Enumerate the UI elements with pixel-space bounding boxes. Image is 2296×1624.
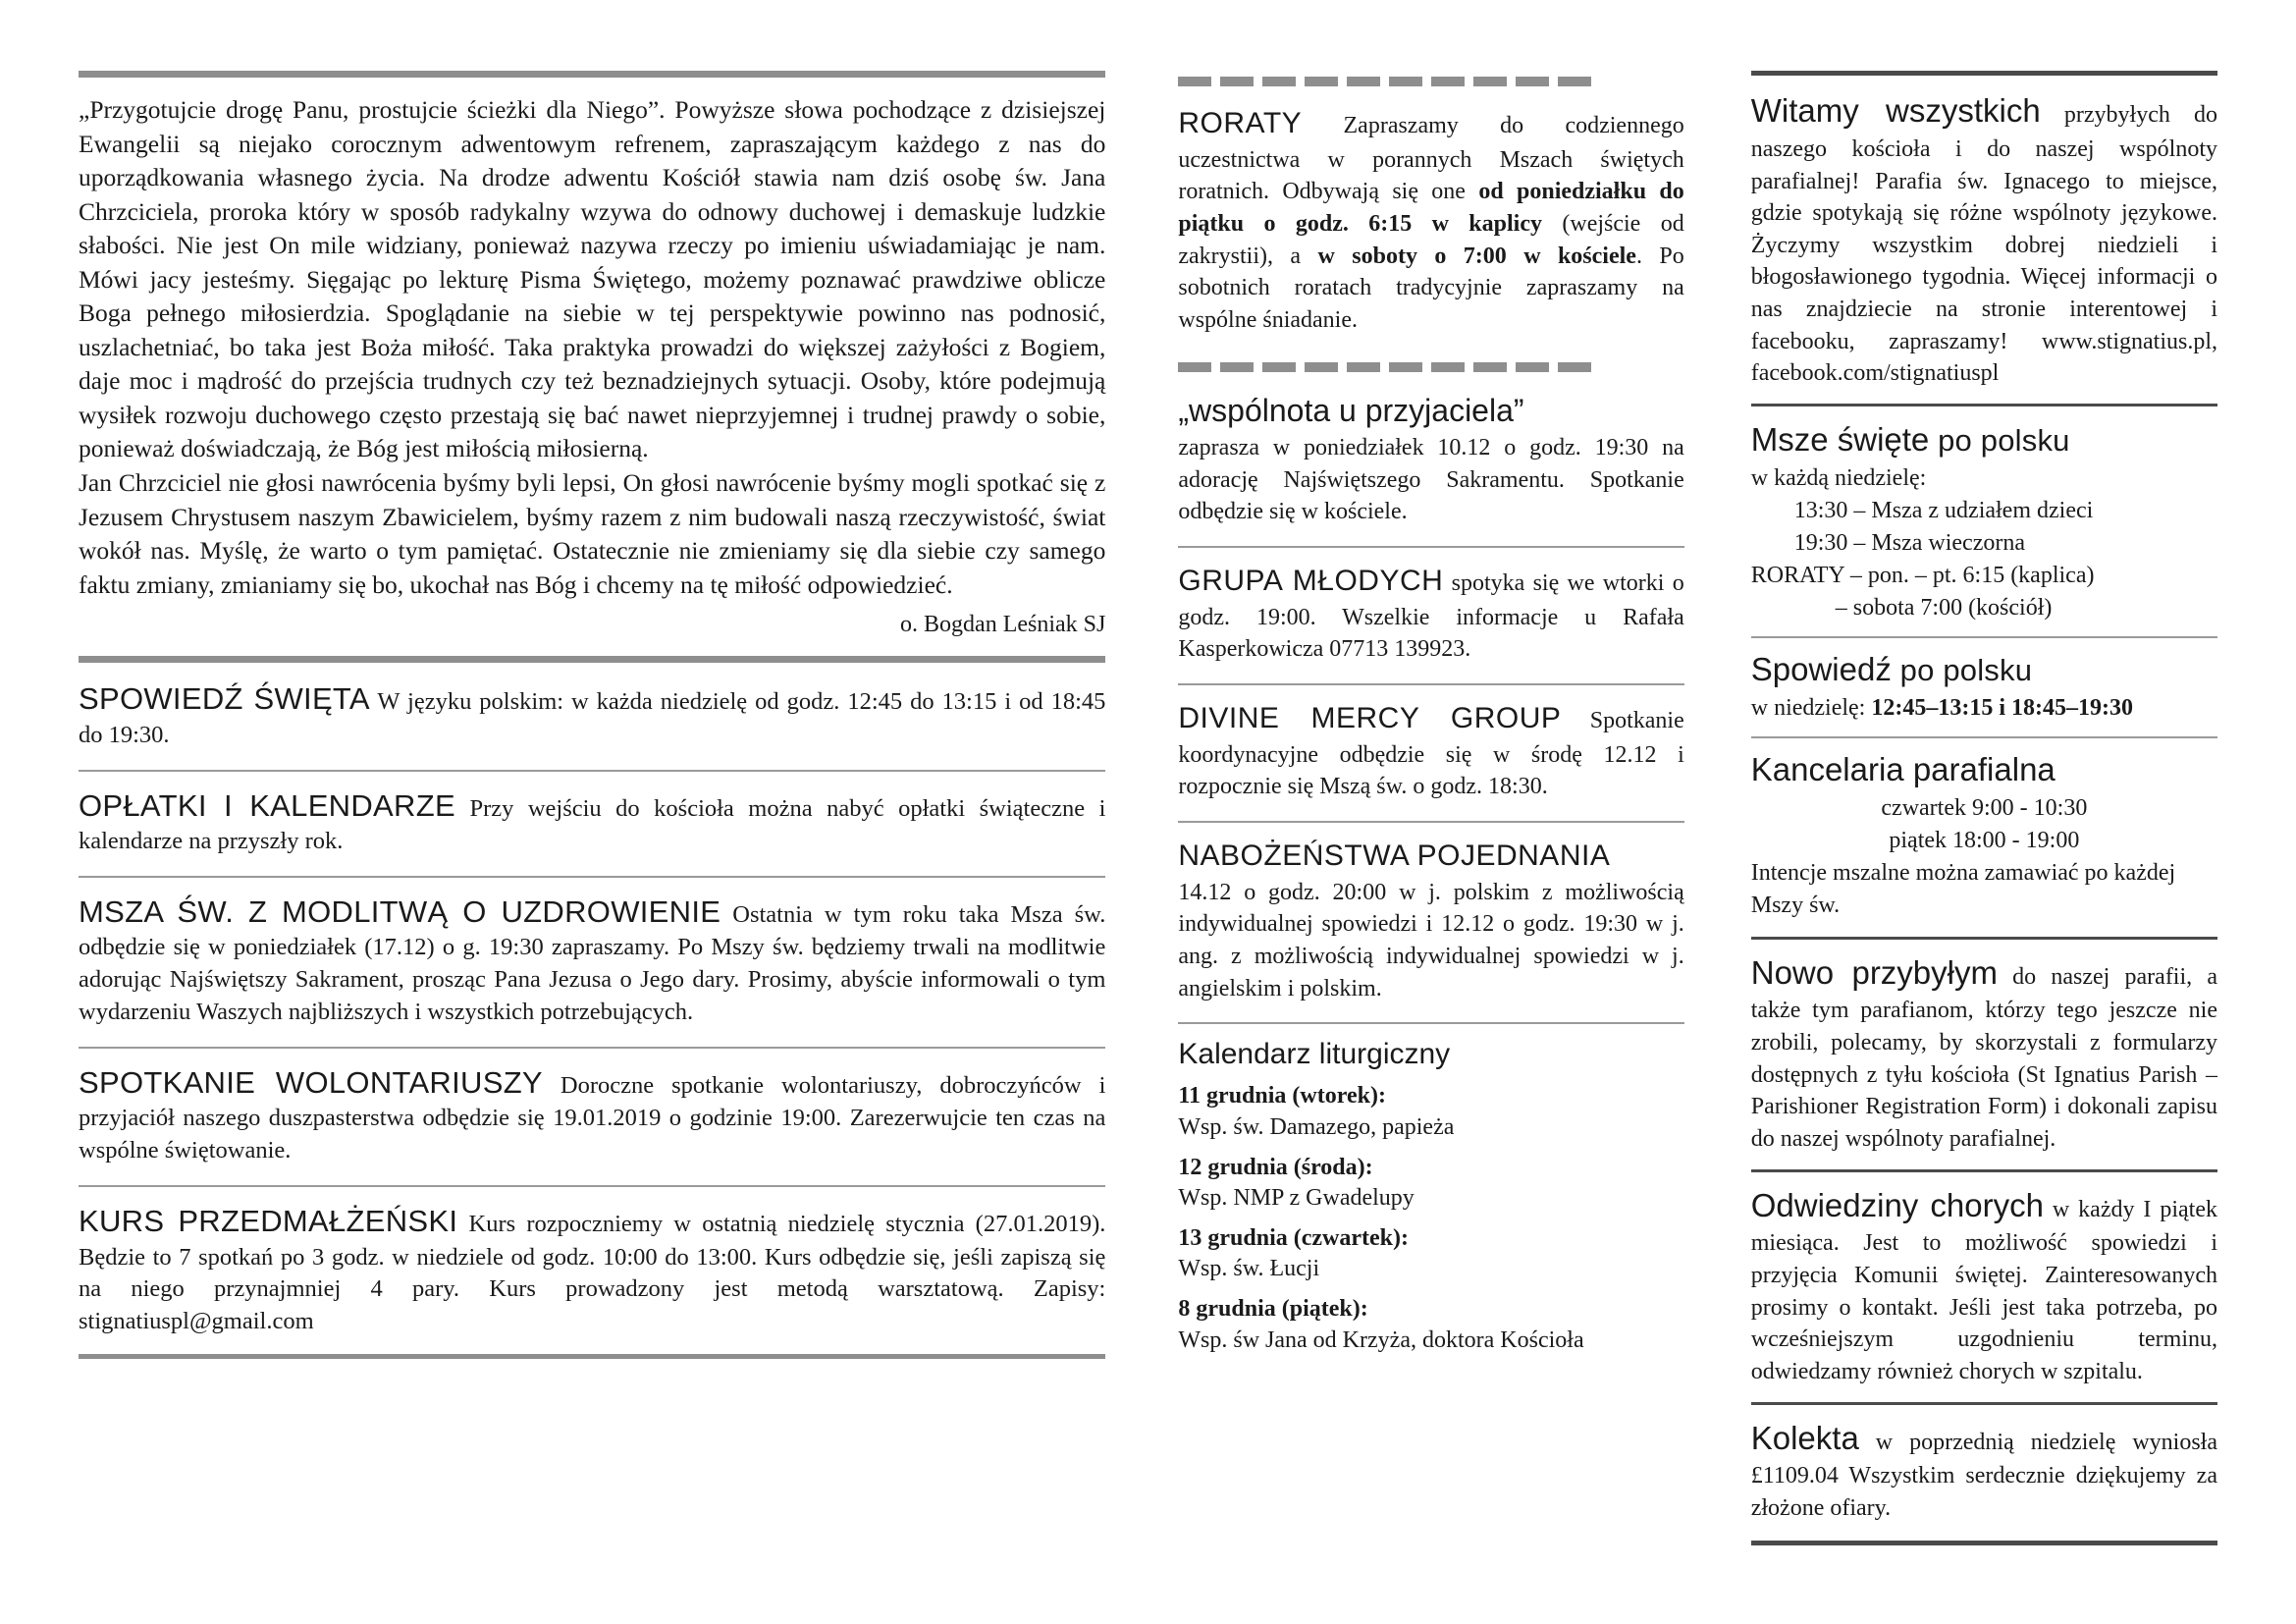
announcement-body: Spotkanie koordynacyjne odbędzie się w środę 12.12 i rozpocznie się Mszą św. o godz. 18:30. xyxy=(1178,707,1684,800)
kancelaria-line-2: piątek 18:00 - 19:00 xyxy=(1889,828,2080,854)
announcement-title: DIVINE MERCY GROUP xyxy=(1178,701,1562,734)
announcement-title: NABOŻEŃSTWA POJEDNANIA xyxy=(1178,839,1611,873)
calendar-item xyxy=(1178,1153,1683,1214)
kancelaria-line-1: czwartek 9:00 - 10:30 xyxy=(1881,795,2088,822)
announcement-oplatki-kalendarze xyxy=(79,785,1105,858)
calendar-title: Kalendarz liturgiczny xyxy=(1178,1038,1451,1071)
spowiedz-label: w niedzielę: xyxy=(1750,695,1872,722)
calendar-description: Wsp. św. Damazego, papieża xyxy=(1178,1113,1455,1140)
divider-mid-2 xyxy=(1178,546,1683,548)
homily-paragraph-1: „Przygotujcie drogę Panu, prostujcie ścieżki dla Niego”. Powyższe słowa pochodzące z dzisiejszej Ewangelii są niejako corocznym adwentowym refrenem, zapraszającym każdego z nas do uporządkowania własnego życia. Na drodze adwentu Kościół stawia nam dziś osobę św. Jana Chrzciciela, proroka który w sposób radykalny wzywa do odnowy duchowej i demaskuje ludzkie słabości. Nie jest On mile widziany, ponieważ nazywa rzeczy po imieniu uświadamiając je nam. Mówi jacy jesteśmy. Sięgając po lekturę Pisma Świętego, możemy poznawać prawdziwe oblicze Boga pełnego miłosierdzia. Spoglądanie na siebie w tej perspektywie powinno nas podnosić, uszlachetniać, bo taka jest Boża miłość. Taka praktyka prowadzi do większej zażyłości z Bogiem, daje moc i mądrość do przejścia trudnych czy też beznadziejnych sytuacji. Osoby, które podejmują wysiłek rozwoju duchowego często przestają się bać nawet nieprzyjemnej i trudnej prawdy o sobie, ponieważ doświadczają, że Bóg jest miłością miłosierną. xyxy=(79,95,1106,463)
spowiedz-hours: 12:45–13:15 i 18:45–19:30 xyxy=(1871,695,2133,722)
middle-column xyxy=(1145,71,1717,1356)
calendar-date: 13 grudnia (czwartek): xyxy=(1178,1225,1409,1252)
divider-left-3 xyxy=(79,876,1105,878)
announcement-body: Ostatnia w tym roku taka Msza św. odbędzie się w poniedziałek (17.12) o g. 19:30 zapraszamy. Po Mszy św. będziemy trwali na modlitwie adorując Najświętszy Sakrament, prosząc Pana Jezusa o Jego dary. Prosimy, abyście informowali o tym wydarzeniu Waszych najbliższych i wszystkich potrzebujących. xyxy=(79,900,1106,1026)
announcement-roraty xyxy=(1178,104,1683,337)
announcement-spotkanie-wolontariuszy xyxy=(79,1062,1105,1167)
calendar-date: 11 grudnia (wtorek): xyxy=(1178,1083,1386,1110)
announcement-body: zaprasza w poniedziałek 10.12 o godz. 19:30 na adorację Najświętszego Sakramentu. Spotkanie odbędzie się w kościele. xyxy=(1178,435,1684,525)
announcement-title: OPŁATKI I KALENDARZE xyxy=(79,787,455,823)
info-nowo-przybylym xyxy=(1751,951,2217,1156)
announcement-body: W języku polskim: w każda niedzielę od godz. 12:45 do 13:15 i od 18:45 do 19:30. xyxy=(79,688,1106,748)
calendar-date: 12 grudnia (środa): xyxy=(1178,1154,1373,1180)
right-column xyxy=(1718,71,2217,1545)
announcement-nabozenstwa-pojednania xyxy=(1178,837,1683,1004)
roraty-text-1: Zapraszamy do codziennego uczestnictwa w porannych Mszach świętych roratnich. Odbywają się one xyxy=(1178,113,1684,205)
info-title: Spowiedź xyxy=(1750,651,1892,688)
info-body: do naszej parafii, a także tym parafianom, którzy tego jeszcze nie zrobili, polecamy, by skorzystali z formularzy dostępnych z tyłu kościoła (St Ignatius Parish – Parishioner Registration Form) i dokonali zapisu do naszej wspólnoty parafialnej. xyxy=(1750,963,2217,1152)
info-body: w poprzednią niedzielę wyniosła £1109.04 Wszystkim serdecznie dziękujemy za złożone ofiary. xyxy=(1750,1429,2217,1522)
divider-top-left xyxy=(79,71,1105,78)
divider-left-2 xyxy=(79,770,1105,772)
divider-right-4 xyxy=(1751,937,2217,940)
left-column xyxy=(79,71,1145,1359)
roraty-bold-2: w soboty o 7:00 w kościele xyxy=(1317,243,1636,269)
divider-mid-top xyxy=(1178,77,1683,86)
announcement-title: RORATY xyxy=(1178,107,1303,139)
msze-line-5: – sobota 7:00 (kościół) xyxy=(1835,595,2053,622)
divider-right-bottom xyxy=(1751,1541,2217,1545)
info-title: Kolekta xyxy=(1750,1419,1859,1456)
calendar-item xyxy=(1178,1081,1683,1142)
announcement-grupa-mlodych xyxy=(1178,562,1683,666)
homily-signature: o. Bogdan Leśniak SJ xyxy=(900,612,1106,638)
roraty-text-3: . Po sobotnich roratach tradycyjnie zapraszamy na wspólne śniadanie. xyxy=(1178,243,1684,333)
info-title: Witamy wszystkich xyxy=(1750,92,2041,129)
divider-right-2 xyxy=(1751,636,2217,638)
announcement-title: KURS PRZEDMAŁŻEŃSKI xyxy=(79,1204,458,1239)
divider-left-bottom xyxy=(79,1354,1105,1359)
divider-mid-4 xyxy=(1178,821,1683,823)
msze-line-2: 13:30 – Msza z udziałem dzieci xyxy=(1793,497,2094,523)
info-title: Msze święte xyxy=(1750,420,1930,458)
announcement-title: SPOWIEDŹ ŚWIĘTA xyxy=(79,681,370,717)
announcement-body: spotyka się we wtorki o godz. 19:00. Wszelkie informacje u Rafała Kasperkowicza 07713 139923. xyxy=(1178,569,1684,663)
announcement-title: GRUPA MŁODYCH xyxy=(1178,564,1444,597)
divider-right-6 xyxy=(1751,1402,2217,1405)
announcement-msza-uzdrowienie xyxy=(79,892,1105,1029)
calendar-item xyxy=(1178,1294,1683,1355)
info-kancelaria xyxy=(1751,748,2217,922)
announcement-divine-mercy-group xyxy=(1178,699,1683,803)
homily-text xyxy=(79,93,1105,602)
announcement-title: MSZA ŚW. Z MODLITWĄ O UZDROWIENIE xyxy=(79,893,721,929)
roraty-text-2: (wejście od zakrystii), a xyxy=(1178,211,1684,269)
info-body: w każdy I piątek miesiąca. Jest to możliwość spowiedzi i przyjęcia Komunii świętej. Zainteresowanych prosimy o kontakt. Jeśli jest taka potrzeba, po wcześniejszym uzgodnieniu terminu, odwiedzamy również chorych w szpitalu. xyxy=(1750,1196,2217,1384)
divider-left-5 xyxy=(79,1185,1105,1187)
divider-left-4 xyxy=(79,1047,1105,1049)
announcement-title: „wspólnota u przyjaciela” xyxy=(1178,392,1524,428)
three-column-layout xyxy=(79,71,2217,1585)
info-title: Odwiedziny chorych xyxy=(1750,1186,2044,1223)
calendar-description: Wsp. NMP z Gwadelupy xyxy=(1178,1184,1415,1211)
divider-mid-1 xyxy=(1178,362,1683,372)
info-title: Nowo przybyłym xyxy=(1750,953,1998,991)
calendar-description: Wsp. św. Łucji xyxy=(1178,1256,1320,1282)
divider-right-top xyxy=(1751,71,2217,76)
info-msze-swiete xyxy=(1751,418,2217,624)
kancelaria-line-3: Intencje mszalne można zamawiać po każdej Mszy św. xyxy=(1750,860,2176,919)
info-kolekta xyxy=(1751,1417,2217,1525)
info-title: Kancelaria parafialna xyxy=(1750,751,2056,788)
roraty-bold-1: od poniedziałku do piątku o godz. 6:15 w kaplicy xyxy=(1178,179,1684,238)
info-title-suffix: po polsku xyxy=(1929,422,2070,458)
divider-right-5 xyxy=(1751,1169,2217,1172)
divider-right-3 xyxy=(1751,736,2217,738)
announcement-body: 14.12 o godz. 20:00 w j. polskim z możliwością indywidualnej spowiedzi i 12.12 o godz. 19:30 w j. ang. z możliwością indywidualnej spowiedzi w j. angielskim i polskim. xyxy=(1178,879,1684,1001)
calendar-description: Wsp. św Jana od Krzyża, doktora Kościoła xyxy=(1178,1326,1584,1353)
msze-line-3: 19:30 – Msza wieczorna xyxy=(1793,529,2025,556)
msze-line-4: RORATY – pon. – pt. 6:15 (kaplica) xyxy=(1750,563,2095,589)
info-body: przybyłych do naszego kościoła i do naszej wspólnoty parafialnej! Parafia św. Ignacego to miejsce, gdzie spotykają się różne wspólnoty językowe. Życzymy wszystkim dobrej niedzieli i błogosławionego tygodnia. Więcej informacji o nas znajdziecie na stronie interentowej i facebooku, zapraszamy! www.stignatius.pl, facebook.com/stignatiuspl xyxy=(1750,102,2218,387)
announcement-spowiedz-swieta xyxy=(79,678,1105,751)
msze-line-1: w każdą niedzielę: xyxy=(1750,464,1927,491)
divider-mid-3 xyxy=(1178,683,1683,685)
announcement-body: Kurs rozpoczniemy w ostatnią niedzielę stycznia (27.01.2019). Będzie to 7 spotkań po 3 godz. w niedziele od godz. 10:00 do 13:00. Kurs odbędzie się, jeśli zapiszą się na niego przynajmniej 4 pary. Kurs prowadzony jest metodą warsztatową. Zapisy: stignatiuspl@gmail.com xyxy=(79,1211,1106,1335)
info-title-suffix: po polsku xyxy=(1891,653,2033,688)
announcement-body: Przy wejściu do kościoła można nabyć opłatki świąteczne i kalendarze na przyszły rok. xyxy=(79,794,1106,855)
info-spowiedz xyxy=(1751,648,2217,725)
info-witamy xyxy=(1751,89,2217,390)
divider-left-1 xyxy=(79,656,1105,663)
calendar-date: 8 grudnia (piątek): xyxy=(1178,1296,1368,1323)
info-odwiedziny-chorych xyxy=(1751,1184,2217,1388)
announcement-wspolnota xyxy=(1178,390,1683,528)
announcement-title: SPOTKANIE WOLONTARIUSZY xyxy=(79,1064,543,1100)
calendar-item xyxy=(1178,1223,1683,1284)
homily-paragraph-2: Jan Chrzciciel nie głosi nawrócenia byśmy byli lepsi, On głosi nawrócenie byśmy mogli spotkać się z Jezusem Chrystusem naszym Zbawicielem, byśmy razem z nim budowali naszą rzeczywistość, świat wokół nas. Myślę, że warto o tym pamiętać. Ostatecznie nie zmieniamy się dla siebie czy samego faktu zmiany, zmianiamy się bo, ukochał nas Bóg i chcemy na tę miłość odpowiedzieć. xyxy=(79,468,1106,599)
announcement-body: Doroczne spotkanie wolontariuszy, dobroczyńców i przyjaciół naszego duszpasterstwa odbędzie się 19.01.2019 o godzinie 19:00. Zarezerwujcie ten czas na wspólne świętowanie. xyxy=(79,1071,1106,1164)
liturgical-calendar xyxy=(1178,1038,1683,1356)
announcement-kurs-przedmalzenski xyxy=(79,1201,1105,1338)
divider-mid-5 xyxy=(1178,1022,1683,1024)
divider-right-1 xyxy=(1751,404,2217,406)
